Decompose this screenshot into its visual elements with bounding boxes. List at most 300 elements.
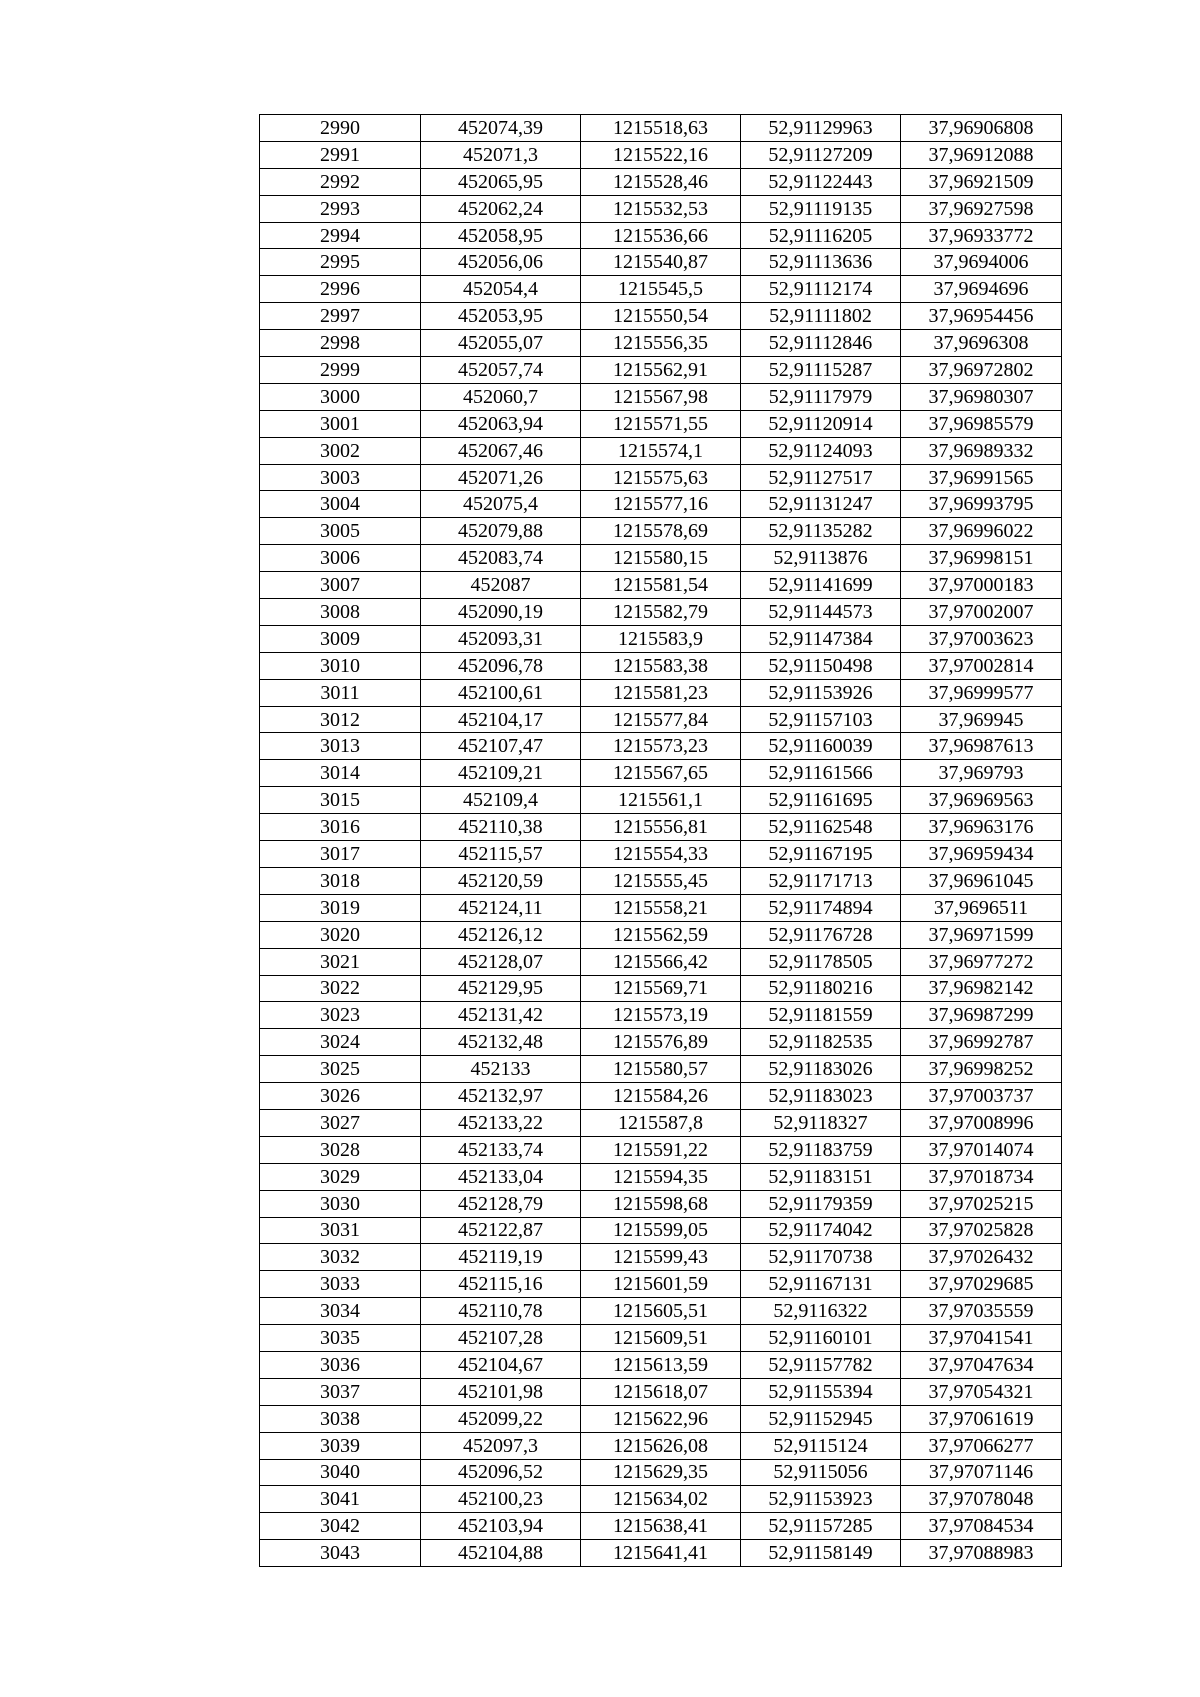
point-number-cell: 3030: [260, 1190, 421, 1217]
table-row: [260, 1298, 1062, 1325]
longitude-cell: 37,96921509: [901, 168, 1062, 195]
table-row: [260, 1459, 1062, 1486]
x-coordinate-cell: 452109,21: [421, 760, 581, 787]
y-coordinate-cell: 1215556,81: [581, 814, 741, 841]
table-row: [260, 1136, 1062, 1163]
latitude-cell: 52,91160101: [741, 1325, 901, 1352]
longitude-cell: 37,96987613: [901, 733, 1062, 760]
point-number-cell: 3037: [260, 1378, 421, 1405]
point-number-cell: 2999: [260, 357, 421, 384]
latitude-cell: 52,91116205: [741, 222, 901, 249]
longitude-cell: 37,9694696: [901, 276, 1062, 303]
y-coordinate-cell: 1215587,8: [581, 1109, 741, 1136]
y-coordinate-cell: 1215609,51: [581, 1325, 741, 1352]
point-number-cell: 3042: [260, 1513, 421, 1540]
latitude-cell: 52,91153923: [741, 1486, 901, 1513]
longitude-cell: 37,97088983: [901, 1540, 1062, 1567]
longitude-cell: 37,97018734: [901, 1163, 1062, 1190]
point-number-cell: 3013: [260, 733, 421, 760]
longitude-cell: 37,96933772: [901, 222, 1062, 249]
point-number-cell: 3025: [260, 1056, 421, 1083]
y-coordinate-cell: 1215562,59: [581, 921, 741, 948]
x-coordinate-cell: 452071,3: [421, 141, 581, 168]
point-number-cell: 3027: [260, 1109, 421, 1136]
point-number-cell: 2993: [260, 195, 421, 222]
longitude-cell: 37,9694006: [901, 249, 1062, 276]
latitude-cell: 52,91122443: [741, 168, 901, 195]
longitude-cell: 37,96977272: [901, 948, 1062, 975]
latitude-cell: 52,91111802: [741, 303, 901, 330]
point-number-cell: 3032: [260, 1244, 421, 1271]
latitude-cell: 52,9115056: [741, 1459, 901, 1486]
x-coordinate-cell: 452104,88: [421, 1540, 581, 1567]
x-coordinate-cell: 452097,3: [421, 1432, 581, 1459]
longitude-cell: 37,97061619: [901, 1405, 1062, 1432]
x-coordinate-cell: 452119,19: [421, 1244, 581, 1271]
x-coordinate-cell: 452065,95: [421, 168, 581, 195]
table-row: [260, 1378, 1062, 1405]
y-coordinate-cell: 1215583,9: [581, 625, 741, 652]
latitude-cell: 52,91115287: [741, 357, 901, 384]
table-row: [260, 1351, 1062, 1378]
point-number-cell: 3006: [260, 545, 421, 572]
x-coordinate-cell: 452067,46: [421, 437, 581, 464]
table-row: [260, 249, 1062, 276]
longitude-cell: 37,97014074: [901, 1136, 1062, 1163]
point-number-cell: 3019: [260, 894, 421, 921]
longitude-cell: 37,96996022: [901, 518, 1062, 545]
coordinates-table-body: [260, 115, 1062, 1567]
table-row: [260, 437, 1062, 464]
y-coordinate-cell: 1215561,1: [581, 787, 741, 814]
table-row: [260, 1432, 1062, 1459]
point-number-cell: 3021: [260, 948, 421, 975]
longitude-cell: 37,97041541: [901, 1325, 1062, 1352]
table-row: [260, 1056, 1062, 1083]
y-coordinate-cell: 1215522,16: [581, 141, 741, 168]
table-row: [260, 652, 1062, 679]
longitude-cell: 37,96999577: [901, 679, 1062, 706]
table-row: [260, 222, 1062, 249]
longitude-cell: 37,96998252: [901, 1056, 1062, 1083]
table-row: [260, 1083, 1062, 1110]
latitude-cell: 52,91183023: [741, 1083, 901, 1110]
point-number-cell: 3022: [260, 975, 421, 1002]
table-row: [260, 383, 1062, 410]
longitude-cell: 37,97054321: [901, 1378, 1062, 1405]
table-row: [260, 1540, 1062, 1567]
table-row: [260, 1217, 1062, 1244]
table-row: [260, 841, 1062, 868]
y-coordinate-cell: 1215569,71: [581, 975, 741, 1002]
y-coordinate-cell: 1215618,07: [581, 1378, 741, 1405]
point-number-cell: 3000: [260, 383, 421, 410]
x-coordinate-cell: 452122,87: [421, 1217, 581, 1244]
x-coordinate-cell: 452132,97: [421, 1083, 581, 1110]
x-coordinate-cell: 452128,79: [421, 1190, 581, 1217]
latitude-cell: 52,91150498: [741, 652, 901, 679]
latitude-cell: 52,91127517: [741, 464, 901, 491]
point-number-cell: 3007: [260, 572, 421, 599]
point-number-cell: 3008: [260, 599, 421, 626]
x-coordinate-cell: 452079,88: [421, 518, 581, 545]
longitude-cell: 37,96954456: [901, 303, 1062, 330]
latitude-cell: 52,91180216: [741, 975, 901, 1002]
longitude-cell: 37,9696308: [901, 330, 1062, 357]
point-number-cell: 3035: [260, 1325, 421, 1352]
coordinates-table: [259, 114, 1062, 1567]
latitude-cell: 52,91182535: [741, 1029, 901, 1056]
y-coordinate-cell: 1215599,43: [581, 1244, 741, 1271]
y-coordinate-cell: 1215545,5: [581, 276, 741, 303]
latitude-cell: 52,91113636: [741, 249, 901, 276]
point-number-cell: 3024: [260, 1029, 421, 1056]
latitude-cell: 52,91181559: [741, 1002, 901, 1029]
table-row: [260, 115, 1062, 142]
latitude-cell: 52,91135282: [741, 518, 901, 545]
y-coordinate-cell: 1215629,35: [581, 1459, 741, 1486]
y-coordinate-cell: 1215567,98: [581, 383, 741, 410]
longitude-cell: 37,97071146: [901, 1459, 1062, 1486]
longitude-cell: 37,96980307: [901, 383, 1062, 410]
latitude-cell: 52,91112846: [741, 330, 901, 357]
y-coordinate-cell: 1215638,41: [581, 1513, 741, 1540]
longitude-cell: 37,96963176: [901, 814, 1062, 841]
y-coordinate-cell: 1215591,22: [581, 1136, 741, 1163]
point-number-cell: 3036: [260, 1351, 421, 1378]
x-coordinate-cell: 452126,12: [421, 921, 581, 948]
latitude-cell: 52,9115124: [741, 1432, 901, 1459]
point-number-cell: 2991: [260, 141, 421, 168]
y-coordinate-cell: 1215613,59: [581, 1351, 741, 1378]
point-number-cell: 3029: [260, 1163, 421, 1190]
x-coordinate-cell: 452054,4: [421, 276, 581, 303]
x-coordinate-cell: 452060,7: [421, 383, 581, 410]
longitude-cell: 37,96998151: [901, 545, 1062, 572]
table-row: [260, 1029, 1062, 1056]
y-coordinate-cell: 1215573,19: [581, 1002, 741, 1029]
longitude-cell: 37,97029685: [901, 1271, 1062, 1298]
point-number-cell: 3015: [260, 787, 421, 814]
x-coordinate-cell: 452083,74: [421, 545, 581, 572]
x-coordinate-cell: 452096,52: [421, 1459, 581, 1486]
table-row: [260, 1163, 1062, 1190]
point-number-cell: 2992: [260, 168, 421, 195]
y-coordinate-cell: 1215566,42: [581, 948, 741, 975]
longitude-cell: 37,96927598: [901, 195, 1062, 222]
latitude-cell: 52,91167131: [741, 1271, 901, 1298]
latitude-cell: 52,9118327: [741, 1109, 901, 1136]
point-number-cell: 3004: [260, 491, 421, 518]
x-coordinate-cell: 452071,26: [421, 464, 581, 491]
table-row: [260, 330, 1062, 357]
latitude-cell: 52,91174894: [741, 894, 901, 921]
latitude-cell: 52,91119135: [741, 195, 901, 222]
longitude-cell: 37,96992787: [901, 1029, 1062, 1056]
latitude-cell: 52,91129963: [741, 115, 901, 142]
point-number-cell: 3043: [260, 1540, 421, 1567]
y-coordinate-cell: 1215573,23: [581, 733, 741, 760]
longitude-cell: 37,97026432: [901, 1244, 1062, 1271]
latitude-cell: 52,91161695: [741, 787, 901, 814]
latitude-cell: 52,91183759: [741, 1136, 901, 1163]
table-row: [260, 1109, 1062, 1136]
x-coordinate-cell: 452128,07: [421, 948, 581, 975]
table-row: [260, 975, 1062, 1002]
table-row: [260, 303, 1062, 330]
y-coordinate-cell: 1215599,05: [581, 1217, 741, 1244]
table-row: [260, 1513, 1062, 1540]
x-coordinate-cell: 452101,98: [421, 1378, 581, 1405]
y-coordinate-cell: 1215583,38: [581, 652, 741, 679]
longitude-cell: 37,97003737: [901, 1083, 1062, 1110]
longitude-cell: 37,97047634: [901, 1351, 1062, 1378]
point-number-cell: 3002: [260, 437, 421, 464]
x-coordinate-cell: 452100,61: [421, 679, 581, 706]
x-coordinate-cell: 452132,48: [421, 1029, 581, 1056]
x-coordinate-cell: 452053,95: [421, 303, 581, 330]
table-row: [260, 599, 1062, 626]
latitude-cell: 52,91144573: [741, 599, 901, 626]
point-number-cell: 3034: [260, 1298, 421, 1325]
longitude-cell: 37,96993795: [901, 491, 1062, 518]
x-coordinate-cell: 452057,74: [421, 357, 581, 384]
x-coordinate-cell: 452104,67: [421, 1351, 581, 1378]
longitude-cell: 37,969793: [901, 760, 1062, 787]
latitude-cell: 52,91141699: [741, 572, 901, 599]
point-number-cell: 2997: [260, 303, 421, 330]
x-coordinate-cell: 452090,19: [421, 599, 581, 626]
y-coordinate-cell: 1215536,66: [581, 222, 741, 249]
point-number-cell: 3040: [260, 1459, 421, 1486]
longitude-cell: 37,96972802: [901, 357, 1062, 384]
y-coordinate-cell: 1215622,96: [581, 1405, 741, 1432]
y-coordinate-cell: 1215575,63: [581, 464, 741, 491]
x-coordinate-cell: 452107,28: [421, 1325, 581, 1352]
latitude-cell: 52,91158149: [741, 1540, 901, 1567]
x-coordinate-cell: 452096,78: [421, 652, 581, 679]
point-number-cell: 2998: [260, 330, 421, 357]
x-coordinate-cell: 452107,47: [421, 733, 581, 760]
table-row: [260, 464, 1062, 491]
y-coordinate-cell: 1215626,08: [581, 1432, 741, 1459]
latitude-cell: 52,91131247: [741, 491, 901, 518]
y-coordinate-cell: 1215518,63: [581, 115, 741, 142]
x-coordinate-cell: 452056,06: [421, 249, 581, 276]
longitude-cell: 37,97025215: [901, 1190, 1062, 1217]
y-coordinate-cell: 1215577,84: [581, 706, 741, 733]
y-coordinate-cell: 1215580,57: [581, 1056, 741, 1083]
latitude-cell: 52,91183026: [741, 1056, 901, 1083]
x-coordinate-cell: 452131,42: [421, 1002, 581, 1029]
point-number-cell: 3005: [260, 518, 421, 545]
latitude-cell: 52,91167195: [741, 841, 901, 868]
longitude-cell: 37,96982142: [901, 975, 1062, 1002]
y-coordinate-cell: 1215581,54: [581, 572, 741, 599]
y-coordinate-cell: 1215532,53: [581, 195, 741, 222]
longitude-cell: 37,97084534: [901, 1513, 1062, 1540]
point-number-cell: 3010: [260, 652, 421, 679]
y-coordinate-cell: 1215576,89: [581, 1029, 741, 1056]
table-row: [260, 679, 1062, 706]
y-coordinate-cell: 1215578,69: [581, 518, 741, 545]
x-coordinate-cell: 452120,59: [421, 867, 581, 894]
x-coordinate-cell: 452103,94: [421, 1513, 581, 1540]
table-row: [260, 1486, 1062, 1513]
x-coordinate-cell: 452075,4: [421, 491, 581, 518]
table-row: [260, 168, 1062, 195]
longitude-cell: 37,97066277: [901, 1432, 1062, 1459]
x-coordinate-cell: 452109,4: [421, 787, 581, 814]
x-coordinate-cell: 452058,95: [421, 222, 581, 249]
latitude-cell: 52,9116322: [741, 1298, 901, 1325]
longitude-cell: 37,97078048: [901, 1486, 1062, 1513]
longitude-cell: 37,96961045: [901, 867, 1062, 894]
x-coordinate-cell: 452110,38: [421, 814, 581, 841]
x-coordinate-cell: 452133: [421, 1056, 581, 1083]
table-row: [260, 787, 1062, 814]
x-coordinate-cell: 452063,94: [421, 410, 581, 437]
point-number-cell: 3020: [260, 921, 421, 948]
y-coordinate-cell: 1215571,55: [581, 410, 741, 437]
latitude-cell: 52,91170738: [741, 1244, 901, 1271]
point-number-cell: 3017: [260, 841, 421, 868]
latitude-cell: 52,91179359: [741, 1190, 901, 1217]
y-coordinate-cell: 1215558,21: [581, 894, 741, 921]
table-row: [260, 491, 1062, 518]
table-row: [260, 706, 1062, 733]
y-coordinate-cell: 1215556,35: [581, 330, 741, 357]
y-coordinate-cell: 1215641,41: [581, 1540, 741, 1567]
y-coordinate-cell: 1215581,23: [581, 679, 741, 706]
longitude-cell: 37,96906808: [901, 115, 1062, 142]
latitude-cell: 52,9113876: [741, 545, 901, 572]
latitude-cell: 52,91152945: [741, 1405, 901, 1432]
longitude-cell: 37,96985579: [901, 410, 1062, 437]
longitude-cell: 37,97025828: [901, 1217, 1062, 1244]
point-number-cell: 3003: [260, 464, 421, 491]
latitude-cell: 52,91127209: [741, 141, 901, 168]
latitude-cell: 52,91153926: [741, 679, 901, 706]
point-number-cell: 3028: [260, 1136, 421, 1163]
longitude-cell: 37,97000183: [901, 572, 1062, 599]
longitude-cell: 37,96987299: [901, 1002, 1062, 1029]
point-number-cell: 3041: [260, 1486, 421, 1513]
point-number-cell: 2994: [260, 222, 421, 249]
y-coordinate-cell: 1215555,45: [581, 867, 741, 894]
latitude-cell: 52,91178505: [741, 948, 901, 975]
table-row: [260, 894, 1062, 921]
latitude-cell: 52,91120914: [741, 410, 901, 437]
longitude-cell: 37,96959434: [901, 841, 1062, 868]
point-number-cell: 2995: [260, 249, 421, 276]
latitude-cell: 52,91157285: [741, 1513, 901, 1540]
y-coordinate-cell: 1215577,16: [581, 491, 741, 518]
x-coordinate-cell: 452124,11: [421, 894, 581, 921]
point-number-cell: 3033: [260, 1271, 421, 1298]
y-coordinate-cell: 1215567,65: [581, 760, 741, 787]
latitude-cell: 52,91171713: [741, 867, 901, 894]
longitude-cell: 37,96991565: [901, 464, 1062, 491]
table-row: [260, 733, 1062, 760]
x-coordinate-cell: 452074,39: [421, 115, 581, 142]
longitude-cell: 37,96969563: [901, 787, 1062, 814]
table-row: [260, 1405, 1062, 1432]
x-coordinate-cell: 452129,95: [421, 975, 581, 1002]
point-number-cell: 3031: [260, 1217, 421, 1244]
y-coordinate-cell: 1215580,15: [581, 545, 741, 572]
y-coordinate-cell: 1215584,26: [581, 1083, 741, 1110]
table-row: [260, 410, 1062, 437]
y-coordinate-cell: 1215540,87: [581, 249, 741, 276]
point-number-cell: 3011: [260, 679, 421, 706]
y-coordinate-cell: 1215598,68: [581, 1190, 741, 1217]
table-row: [260, 1325, 1062, 1352]
y-coordinate-cell: 1215594,35: [581, 1163, 741, 1190]
table-row: [260, 867, 1062, 894]
point-number-cell: 3023: [260, 1002, 421, 1029]
longitude-cell: 37,9696511: [901, 894, 1062, 921]
latitude-cell: 52,91155394: [741, 1378, 901, 1405]
point-number-cell: 3014: [260, 760, 421, 787]
point-number-cell: 3026: [260, 1083, 421, 1110]
point-number-cell: 3016: [260, 814, 421, 841]
x-coordinate-cell: 452093,31: [421, 625, 581, 652]
table-row: [260, 814, 1062, 841]
longitude-cell: 37,97035559: [901, 1298, 1062, 1325]
latitude-cell: 52,91162548: [741, 814, 901, 841]
latitude-cell: 52,91157782: [741, 1351, 901, 1378]
latitude-cell: 52,91176728: [741, 921, 901, 948]
table-row: [260, 141, 1062, 168]
point-number-cell: 3001: [260, 410, 421, 437]
latitude-cell: 52,91112174: [741, 276, 901, 303]
y-coordinate-cell: 1215562,91: [581, 357, 741, 384]
y-coordinate-cell: 1215634,02: [581, 1486, 741, 1513]
point-number-cell: 2996: [260, 276, 421, 303]
table-row: [260, 1190, 1062, 1217]
latitude-cell: 52,91183151: [741, 1163, 901, 1190]
longitude-cell: 37,97008996: [901, 1109, 1062, 1136]
point-number-cell: 3018: [260, 867, 421, 894]
latitude-cell: 52,91157103: [741, 706, 901, 733]
latitude-cell: 52,91124093: [741, 437, 901, 464]
y-coordinate-cell: 1215605,51: [581, 1298, 741, 1325]
point-number-cell: 2990: [260, 115, 421, 142]
x-coordinate-cell: 452133,74: [421, 1136, 581, 1163]
y-coordinate-cell: 1215554,33: [581, 841, 741, 868]
x-coordinate-cell: 452110,78: [421, 1298, 581, 1325]
table-row: [260, 518, 1062, 545]
table-row: [260, 1002, 1062, 1029]
table-row: [260, 1244, 1062, 1271]
y-coordinate-cell: 1215574,1: [581, 437, 741, 464]
longitude-cell: 37,96912088: [901, 141, 1062, 168]
x-coordinate-cell: 452062,24: [421, 195, 581, 222]
y-coordinate-cell: 1215528,46: [581, 168, 741, 195]
latitude-cell: 52,91161566: [741, 760, 901, 787]
table-row: [260, 276, 1062, 303]
latitude-cell: 52,91160039: [741, 733, 901, 760]
longitude-cell: 37,969945: [901, 706, 1062, 733]
longitude-cell: 37,96989332: [901, 437, 1062, 464]
point-number-cell: 3009: [260, 625, 421, 652]
latitude-cell: 52,91147384: [741, 625, 901, 652]
x-coordinate-cell: 452133,04: [421, 1163, 581, 1190]
x-coordinate-cell: 452099,22: [421, 1405, 581, 1432]
x-coordinate-cell: 452133,22: [421, 1109, 581, 1136]
x-coordinate-cell: 452055,07: [421, 330, 581, 357]
